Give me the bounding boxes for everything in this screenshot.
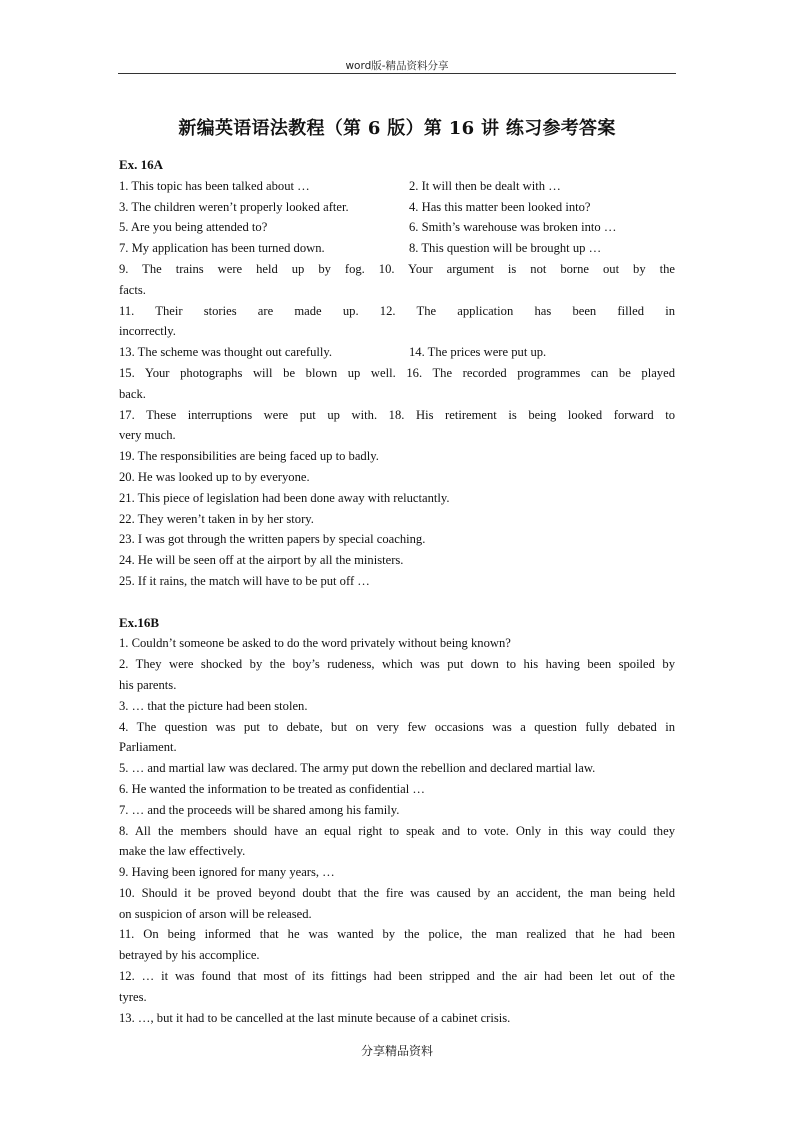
answer-item: 22. They weren’t taken in by her story. xyxy=(119,511,314,526)
answer-row-wrapped: 11. Their stories are made up. 12. The application has been filled in xyxy=(119,303,675,318)
answer-item: 6. Smith’s warehouse was broken into … xyxy=(409,220,617,235)
answer-row xyxy=(119,342,675,363)
answer-item: 7. … and the proceeds will be shared among his family. xyxy=(119,802,400,817)
answer-row-continuation: back. xyxy=(119,386,146,401)
answer-item: 11. On being informed that he was wanted by the police, the man realized that he had been xyxy=(119,927,675,942)
answer-item: 4. Has this matter been looked into? xyxy=(409,199,591,214)
answer-row-wrapped: 17. These interruptions were put up with. 18. His retirement is being looked forward to xyxy=(119,407,675,422)
answer-row-continuation: very much. xyxy=(119,428,176,443)
section-spacer xyxy=(119,592,675,613)
answer-item: 9. Having been ignored for many years, … xyxy=(119,865,335,880)
header-divider xyxy=(118,73,676,74)
answer-item: 10. Should it be proved beyond doubt that the fire was caused by an accident, the man being held xyxy=(119,885,675,900)
answer-item: 8. This question will be brought up … xyxy=(409,241,602,256)
answer-row-wrapped: 9. The trains were held up by fog. 10. Your argument is not borne out by the xyxy=(119,261,675,276)
answer-item: 20. He was looked up to by everyone. xyxy=(119,469,310,484)
answer-item: 19. The responsibilities are being faced up to badly. xyxy=(119,449,379,464)
answer-row xyxy=(119,176,675,197)
answer-row xyxy=(119,197,675,218)
answer-item: 4. The question was put to debate, but on very few occasions was a question fully debated in xyxy=(119,719,675,734)
answer-item: 8. All the members should have an equal right to speak and to vote. Only in this way could they xyxy=(119,823,675,838)
answer-item: 1. This topic has been talked about … xyxy=(119,178,310,193)
answer-row-continuation: incorrectly. xyxy=(119,324,176,339)
answer-item: 2. They were shocked by the boy’s rudeness, which was put down to his having been spoiled by xyxy=(119,657,675,672)
answer-item: 13. The scheme was thought out carefully. xyxy=(119,345,332,360)
answer-item: 23. I was got through the written papers by special coaching. xyxy=(119,532,426,547)
answer-item: 3. The children weren’t properly looked after. xyxy=(119,199,349,214)
answer-item: 21. This piece of legislation had been done away with reluctantly. xyxy=(119,490,450,505)
answer-item-continuation: Parliament. xyxy=(119,740,177,755)
answer-item-continuation: betrayed by his accomplice. xyxy=(119,948,260,963)
answer-item: 7. My application has been turned down. xyxy=(119,241,325,256)
answer-item: 6. He wanted the information to be treated as confidential … xyxy=(119,781,425,796)
answer-row xyxy=(119,238,675,259)
answer-item: 3. … that the picture had been stolen. xyxy=(119,698,308,713)
answer-item: 24. He will be seen off at the airport by all the ministers. xyxy=(119,553,404,568)
document-title: 新编英语语法教程（第 6 版）第 16 讲 练习参考答案 xyxy=(178,118,616,139)
answer-item: 14. The prices were put up. xyxy=(409,345,547,360)
page-footer: 分享精品资料 xyxy=(360,1044,433,1058)
section-heading-ex16b: Ex.16B xyxy=(119,614,160,630)
answer-row xyxy=(119,217,675,238)
answer-item-continuation: tyres. xyxy=(119,989,147,1004)
answer-item: 13. …, but it had to be cancelled at the last minute because of a cabinet crisis. xyxy=(119,1010,511,1025)
page-header: word版-精品资料分享 xyxy=(345,60,449,72)
answer-row-continuation: facts. xyxy=(119,282,146,297)
answer-item: 1. Couldn’t someone be asked to do the word privately without being known? xyxy=(119,636,511,651)
section-heading-ex16a: Ex. 16A xyxy=(119,157,164,172)
answer-item: 5. Are you being attended to? xyxy=(119,220,268,235)
answer-row-wrapped: 15. Your photographs will be blown up well. 16. The recorded programmes can be played xyxy=(119,365,675,380)
answer-item: 2. It will then be dealt with … xyxy=(409,178,561,193)
document-body xyxy=(119,155,675,1028)
answer-item: 12. … it was found that most of its fittings had been stripped and the air had been let out of the xyxy=(119,969,675,984)
answer-item-continuation: make the law effectively. xyxy=(119,844,246,859)
answer-item-continuation: on suspicion of arson will be released. xyxy=(119,906,312,921)
answer-item: 25. If it rains, the match will have to be put off … xyxy=(119,573,370,588)
answer-item-continuation: his parents. xyxy=(119,677,177,692)
answer-item: 5. … and martial law was declared. The army put down the rebellion and declared martial law. xyxy=(119,761,596,776)
